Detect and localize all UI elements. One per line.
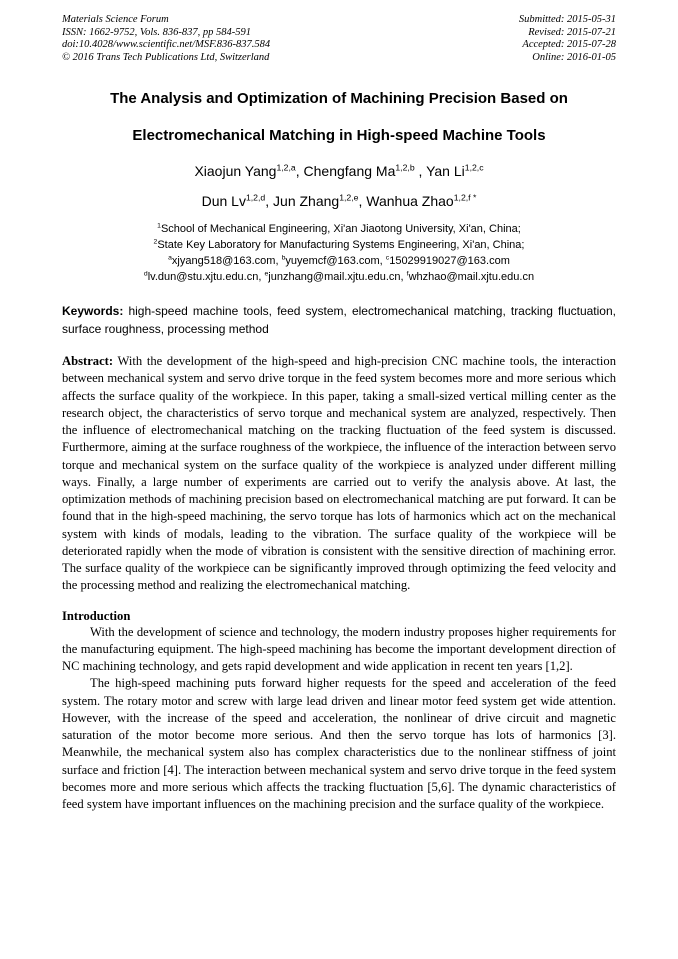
abstract-paragraph xyxy=(62,353,616,595)
online-date: Online: 2016-01-05 xyxy=(532,51,616,63)
author-name: Dun Lv xyxy=(201,193,246,210)
authors-row-1 xyxy=(62,163,616,179)
author-superscript: 1,2,e xyxy=(339,192,359,203)
email-superscript: b xyxy=(281,254,286,262)
accepted-date: Accepted: 2015-07-28 xyxy=(522,39,616,51)
authors-block xyxy=(62,163,616,209)
author-name: Xiaojun Yang xyxy=(194,163,277,180)
journal-header xyxy=(62,14,616,64)
email-superscript: e xyxy=(264,270,269,278)
keywords-text: high-speed machine tools, feed system, electromechanical matching, tracking fluctuation, surface roughness, processing method xyxy=(62,304,616,337)
author-separator: , xyxy=(295,163,304,180)
author-name: Yan Li xyxy=(426,163,465,180)
journal-name: Materials Science Forum xyxy=(62,14,169,25)
email-superscript: a xyxy=(168,254,172,262)
author-separator: , xyxy=(358,193,367,210)
email-address: xjyang518@163.com xyxy=(171,255,276,268)
introduction-paragraph-2: The high-speed machining puts forward higher requests for the speed and acceleration of the feed system. The rotary motor and screw with large lead driven and linear motor feed system get wide attention. However, with the increase of the speed and acceleration, the nonlinear of drive circuit and magnetic saturation of the motor become more serious. And then the servo torque has lots of harmonics [3]. Meanwhile, the mechanical system also has complex characteristics due to the nonlinear stiffness of joint surface and friction [4]. The interaction between mechanical system and servo drive torque in the feed system becomes more and more serious which affects the tracking fluctuation [5,6]. The dynamic characteristics of feed system have important influences on the machining precision and the surface quality of the workpiece. xyxy=(62,676,616,812)
journal-header-right xyxy=(519,14,616,64)
keywords-label: Keywords: xyxy=(62,304,124,319)
author-separator: , xyxy=(414,163,427,180)
paper-title-line2: Electromechanical Matching in High-speed Machine Tools xyxy=(132,127,546,145)
author-separator: , xyxy=(265,193,274,210)
abstract-text: With the development of the high-speed and high-precision CNC machine tools, the interaction between mechanical system and servo drive torque in the feed system becomes more and more serious which affects the surface quality of the workpiece. In this paper, taking a small-sized vertical milling center as the research object, the characteristics of servo torque and mechanical system are analyzed, respectively. Then the influence of electromechanical matching on the tracking fluctuation of the feed system is discussed. Furthermore, aiming at the surface roughness of the workpiece, the influence of the interaction between servo torque and mechanical system on the surface quality of the workpiece is analyzed under different milling ways. Finally, a large number of experiments are carried out to verify the analysis above. At last, the optimization methods of machining precision based on electromechanical matching are put forward. It can be found that in the high-speed machining, the servo torque has lots of harmonics which act on the mechanical system with kinds of modals, leading to the vibration. The surface quality of the workpiece will be deteriorated rapidly when the mode of vibration is consistent with the sensitive direction of machining error. The surface quality of the workpiece can be significantly improved through optimizing the feed velocity and the processing method and realizing the electromechanical matching. xyxy=(62,354,616,593)
author-superscript: 1,2,b xyxy=(395,162,415,173)
affiliation-text: School of Mechanical Engineering, Xi'an Jiaotong University, Xi'an, China; xyxy=(160,223,521,236)
author-superscript: 1,2,a xyxy=(276,162,296,173)
email-address: whzhao@mail.xjtu.edu.cn xyxy=(408,271,535,284)
copyright-line: © 2016 Trans Tech Publications Ltd, Switzerland xyxy=(62,51,270,63)
authors-row-2 xyxy=(62,193,616,209)
revised-date: Revised: 2015-07-21 xyxy=(528,26,616,38)
email-address: 15029919027@163.com xyxy=(389,255,510,268)
email-line-1 xyxy=(62,254,616,270)
email-separator: , xyxy=(379,255,386,268)
email-address: yuyemcf@163.com xyxy=(285,255,380,268)
section-heading-introduction: Introduction xyxy=(62,608,131,623)
affiliations-block xyxy=(62,222,616,286)
introduction-paragraph-1: With the development of science and technology, the modern industry proposes higher requirements for the manufacturing equipment. The high-speed machining has become the important development direction of NC machining technology, and gets rapid development and wide application in recent ten years [1,2]. xyxy=(62,624,616,674)
submitted-date: Submitted: 2015-05-31 xyxy=(518,14,616,25)
author-name: Jun Zhang xyxy=(273,193,340,210)
email-address: junzhang@mail.xjtu.edu.cn xyxy=(268,271,401,284)
email-superscript: d xyxy=(143,270,148,278)
author-superscript: 1,2,d xyxy=(245,192,266,203)
email-address: lv.dun@stu.xjtu.edu.cn xyxy=(147,271,259,284)
author-superscript: 1,2,f * xyxy=(453,192,477,203)
affiliation-superscript: 1 xyxy=(157,222,161,230)
journal-header-left xyxy=(62,14,270,64)
affiliation-superscript: 2 xyxy=(153,238,158,246)
keywords-paragraph xyxy=(62,302,616,338)
affiliation-line-1 xyxy=(62,222,616,238)
doi-line: doi:10.4028/www.scientific.net/MSF.836-837.584 xyxy=(62,39,271,51)
email-superscript: c xyxy=(385,254,390,262)
email-separator: , xyxy=(258,271,265,284)
email-line-2 xyxy=(62,270,616,286)
affiliation-line-2 xyxy=(62,238,616,254)
email-superscript: f xyxy=(406,270,409,278)
email-separator: , xyxy=(400,271,407,284)
author-superscript: 1,2,c xyxy=(464,162,484,173)
author-name: Chengfang Ma xyxy=(303,163,396,180)
author-name: Wanhua Zhao xyxy=(366,193,454,210)
email-separator: , xyxy=(275,255,282,268)
paper-title xyxy=(62,90,616,145)
affiliation-text: State Key Laboratory for Manufacturing Systems Engineering, Xi'an, China; xyxy=(157,239,525,252)
abstract-label: Abstract: xyxy=(62,354,114,369)
paper-title-line1: The Analysis and Optimization of Machining Precision Based on xyxy=(110,90,568,108)
issn-line: ISSN: 1662-9752, Vols. 836-837, pp 584-591 xyxy=(62,26,251,38)
